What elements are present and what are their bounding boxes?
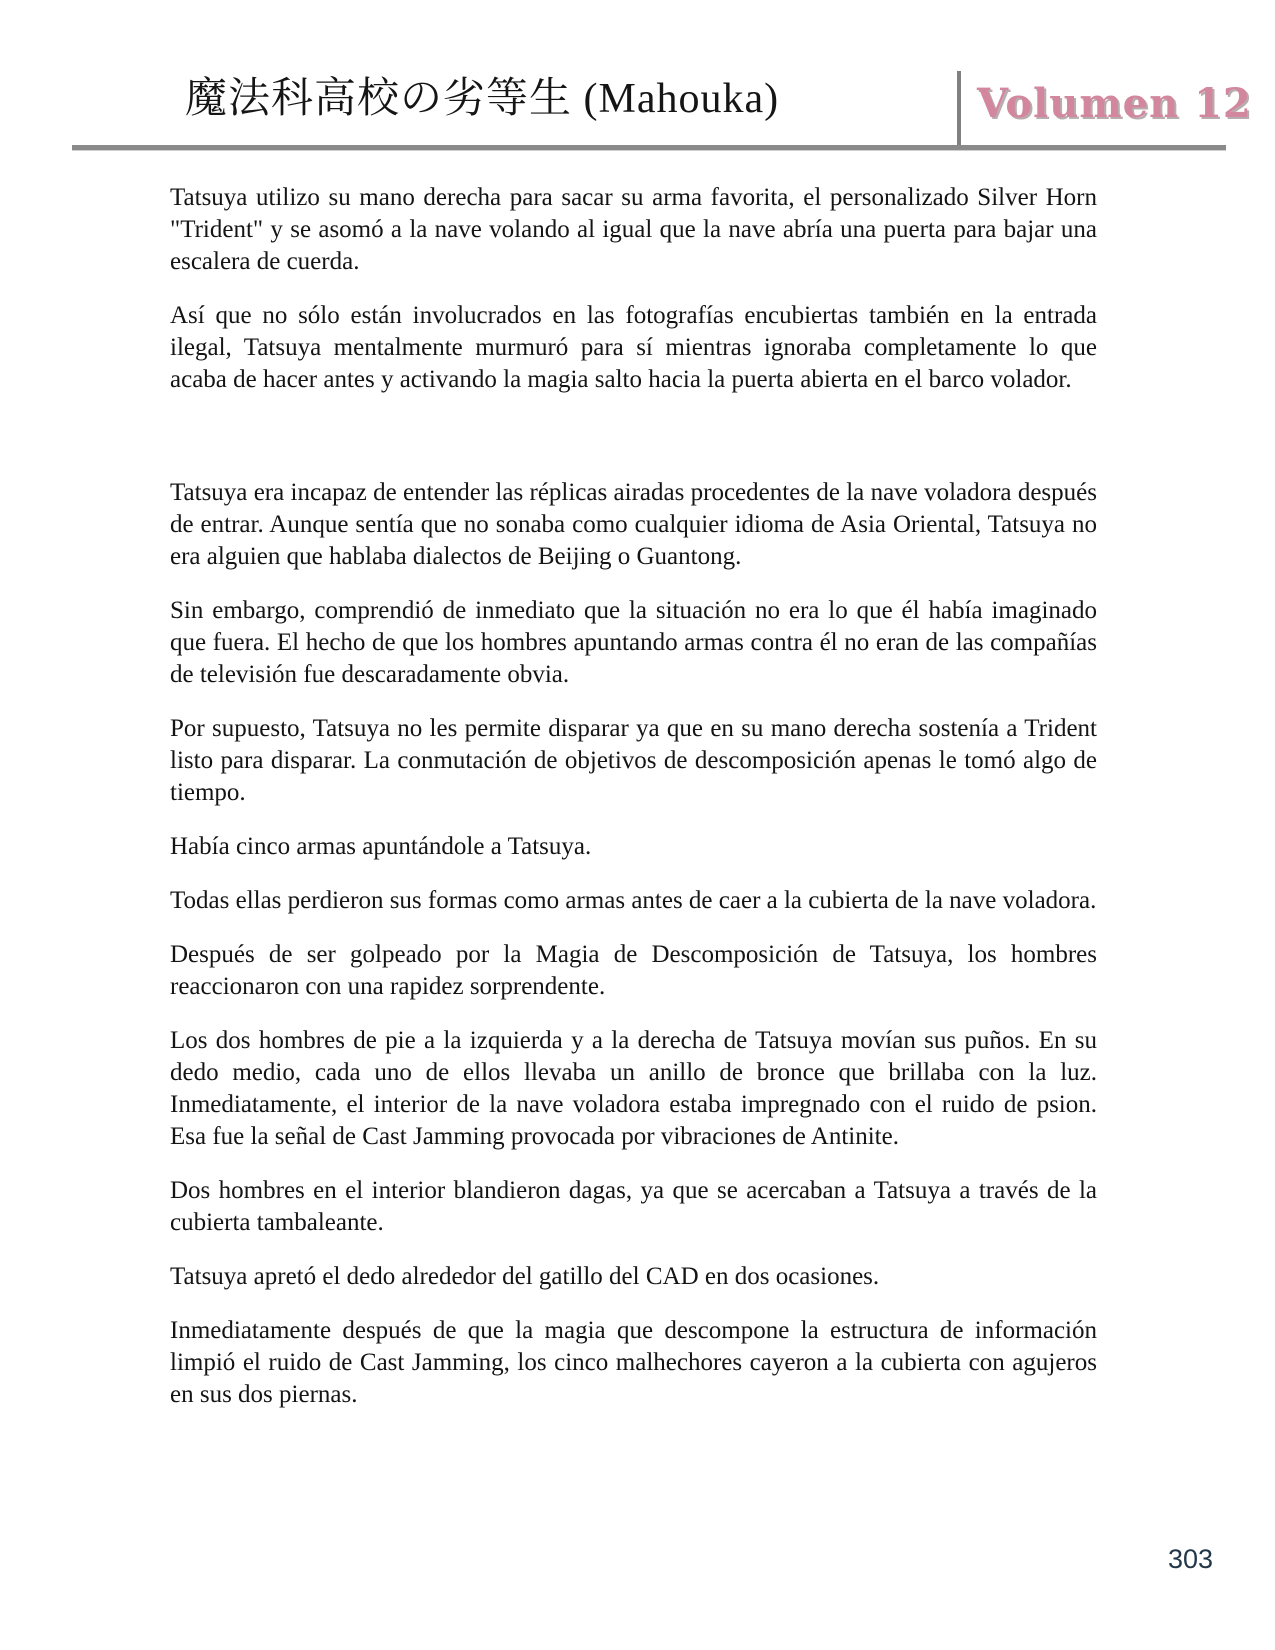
paragraph: Inmediatamente después de que la magia que descompone la estructura de información limpió el ruido de Cast Jamming, los cinco malhechores cayeron a la cubierta con agujeros en sus dos piernas. <box>170 1317 1097 1408</box>
volume-label: Volumen 12 <box>977 80 1252 127</box>
header-vertical-divider <box>957 71 961 151</box>
page-body <box>170 182 1097 1433</box>
paragraph: Por supuesto, Tatsuya no les permite disparar ya que en su mano derecha sostenía a Trident listo para disparar. La conmutación de objetivos de descomposición apenas le tomó algo de tiempo. <box>170 715 1097 806</box>
paragraph: Los dos hombres de pie a la izquierda y a la derecha de Tatsuya movían sus puños. En su dedo medio, cada uno de ellos llevaba un anillo de bronce que brillaba con la luz. Inmediatamente, el interior de la nave voladora estaba impregnado con el ruido de psion. Esa fue la señal de Cast Jamming provocada por vibraciones de Antinite. <box>170 1027 1097 1150</box>
paragraph: Después de ser golpeado por la Magia de Descomposición de Tatsuya, los hombres reaccionaron con una rapidez sorprendente. <box>170 941 1097 1000</box>
paragraph: Así que no sólo están involucrados en las fotografías encubiertas también en la entrada ilegal, Tatsuya mentalmente murmuró para sí mientras ignoraba completamente lo que acaba de hacer antes y activando la magia salto hacia la puerta abierta en el barco volador. <box>170 302 1097 393</box>
paragraph: Dos hombres en el interior blandieron dagas, ya que se acercaban a Tatsuya a través de la cubierta tambaleante. <box>170 1177 1097 1236</box>
book-title: 魔法科高校の劣等生 (Mahouka) <box>185 76 780 122</box>
paragraph: Tatsuya utilizo su mano derecha para sacar su arma favorita, el personalizado Silver Horn "Trident" y se asomó a la nave volando al igual que la nave abría una puerta para bajar una escalera de cuerda. <box>170 184 1097 275</box>
paragraph: Había cinco armas apuntándole a Tatsuya. <box>170 833 592 860</box>
page-number: 303 <box>1167 1544 1213 1574</box>
paragraph: Sin embargo, comprendió de inmediato que la situación no era lo que él había imaginado que fuera. El hecho de que los hombres apuntando armas contra él no eran de las compañías de televisión fue descaradamente obvia. <box>170 597 1097 688</box>
scene-break <box>170 418 1097 455</box>
paragraph: Tatsuya era incapaz de entender las réplicas airadas procedentes de la nave voladora después de entrar. Aunque sentía que no sonaba como cualquier idioma de Asia Oriental, Tatsuya no era alguien que hablaba dialectos de Beijing o Guantong. <box>170 479 1097 570</box>
header-rule <box>72 145 1226 151</box>
paragraph: Todas ellas perdieron sus formas como armas antes de caer a la cubierta de la nave voladora. <box>170 887 1097 914</box>
paragraph: Tatsuya apretó el dedo alrededor del gatillo del CAD en dos ocasiones. <box>170 1263 880 1290</box>
